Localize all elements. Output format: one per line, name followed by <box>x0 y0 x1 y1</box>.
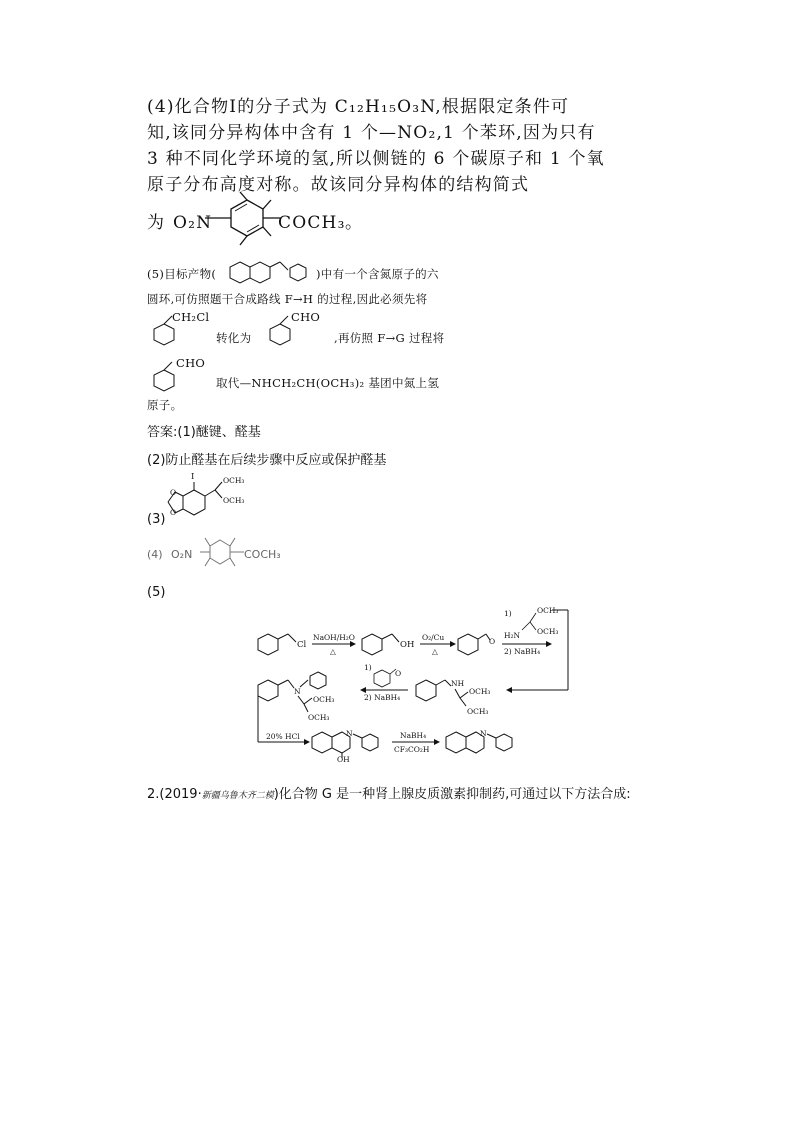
part5-line1b: )中有一个含氮原子的六 <box>316 267 439 281</box>
svg-text:O: O <box>170 508 177 517</box>
answer-3-och3-top: OCH₃ <box>223 476 245 485</box>
scheme-n3: N <box>480 729 487 738</box>
part4-line2: 知,该同分异构体中含有 1 个—NO₂,1 个苯环,因为只有 <box>147 123 596 143</box>
part4-benzene-structure <box>205 192 285 248</box>
part5-line5: 原子。 <box>147 398 183 412</box>
scheme-benzyl-chloride <box>258 634 307 655</box>
part4-line4: 原子分布高度对称。故该同分异构体的结构简式 <box>147 175 530 195</box>
answer-3-label: (3) <box>147 512 166 527</box>
svg-text:O: O <box>489 637 496 646</box>
scheme-step3-num1: 1) <box>504 609 512 618</box>
answer-1: 答案:(1)醚键、醛基 <box>147 425 261 440</box>
synthesis-scheme <box>250 602 580 762</box>
part4-structure-left: O₂N <box>173 213 213 233</box>
scheme-step3-och3-a: OCH₃ <box>537 606 559 615</box>
answer-2: (2)防止醛基在后续步骤中反应或保护醛基 <box>147 453 387 468</box>
part4-structure-right: COCH₃ <box>278 213 346 233</box>
answer-3-och3-bottom: OCH₃ <box>223 496 245 505</box>
scheme-oh: OH <box>400 640 415 650</box>
question-2-line <box>147 783 631 802</box>
question-2-text: )化合物 G 是一种肾上腺皮质激素抑制药,可通过以下方法合成: <box>273 787 631 802</box>
scheme-cl: Cl <box>297 640 307 650</box>
scheme-step4-benzaldehyde <box>374 669 401 687</box>
part4-line1: (4)化合物Ⅰ的分子式为 C₁₂H₁₅O₃N,根据限定条件可 <box>147 97 570 117</box>
svg-text:O: O <box>170 488 177 497</box>
scheme-step4-num1: 1) <box>364 663 372 672</box>
scheme-n2: N <box>346 729 353 738</box>
substituent-cho-2: CHO <box>176 356 206 370</box>
scheme-step3-och3-b: OCH₃ <box>537 627 559 636</box>
scheme-step3-h2n: H₂N <box>504 631 521 640</box>
scheme-hydroxy-isoquinoline <box>312 729 378 762</box>
scheme-step3-num2: 2) NaBH₄ <box>504 647 541 656</box>
part5-mid-text: 转化为 <box>216 331 252 345</box>
scheme-step5: 20% HCl <box>266 732 300 741</box>
scheme-int-och3-b: OCH₃ <box>467 707 489 716</box>
scheme-benzaldehyde <box>458 634 495 655</box>
scheme-int-och3-a: OCH₃ <box>469 687 491 696</box>
answer-4-label: (4) <box>147 548 163 561</box>
scheme-reagent1-bottom: △ <box>330 647 336 656</box>
answer-4-structure <box>196 530 248 576</box>
substituent-cho: CHO <box>291 310 321 324</box>
scheme-reagent2-top: O₂/Cu <box>422 633 445 642</box>
scheme-reagent2-bottom: △ <box>432 647 438 656</box>
answer-3-iodine: I <box>191 472 195 482</box>
scheme-final-product <box>446 729 512 753</box>
substituent-ch2cl: CH₂Cl <box>172 310 210 324</box>
answer-4-right: COCH₃ <box>244 548 281 561</box>
scheme-oh2: OH <box>337 755 350 762</box>
answer-5-label: (5) <box>147 585 166 600</box>
scheme-reagent6-top: NaBH₄ <box>400 731 427 740</box>
scheme-reagent6-bottom: CF₃CO₂H <box>394 745 430 754</box>
target-product-structure <box>226 256 316 290</box>
part5-line3-suffix: ,再仿照 F→G 过程将 <box>334 331 445 345</box>
part4-line5-prefix: 为 <box>147 213 166 233</box>
scheme-nh: NH <box>451 679 465 688</box>
svg-text:O: O <box>395 669 402 678</box>
part4-line3: 3 种不同化学环境的氢,所以侧链的 6 个碳原子和 1 个氧 <box>147 149 605 169</box>
scheme-reagent1-top: NaOH/H₂O <box>313 633 355 642</box>
scheme-step4-num2: 2) NaBH₄ <box>364 693 401 702</box>
question-2-source: .(2019· <box>155 787 202 802</box>
question-2-source-place: 新疆乌鲁木齐二模 <box>201 791 274 801</box>
scheme-prod-och3-a: OCH₃ <box>313 695 335 704</box>
part5-line1a: (5)目标产物( <box>147 267 217 281</box>
question-2-number: 2 <box>147 787 156 802</box>
scheme-tertiary-amine <box>258 672 334 722</box>
answer-4-left: O₂N <box>171 548 193 561</box>
part4-line5-suffix: 。 <box>345 213 364 233</box>
answer-3-structure <box>160 468 270 528</box>
scheme-intermediate-amine <box>416 679 490 716</box>
part5-line2: 圆环,可仿照题干合成路线 F→H 的过程,因此必须先将 <box>147 292 428 306</box>
scheme-benzyl-alcohol <box>362 634 414 655</box>
scheme-n: N <box>294 687 301 696</box>
part5-line4-suffix: 取代—NHCH₂CH(OCH₃)₂ 基团中氮上氢 <box>216 376 440 390</box>
scheme-prod-och3-b: OCH₃ <box>308 713 330 722</box>
